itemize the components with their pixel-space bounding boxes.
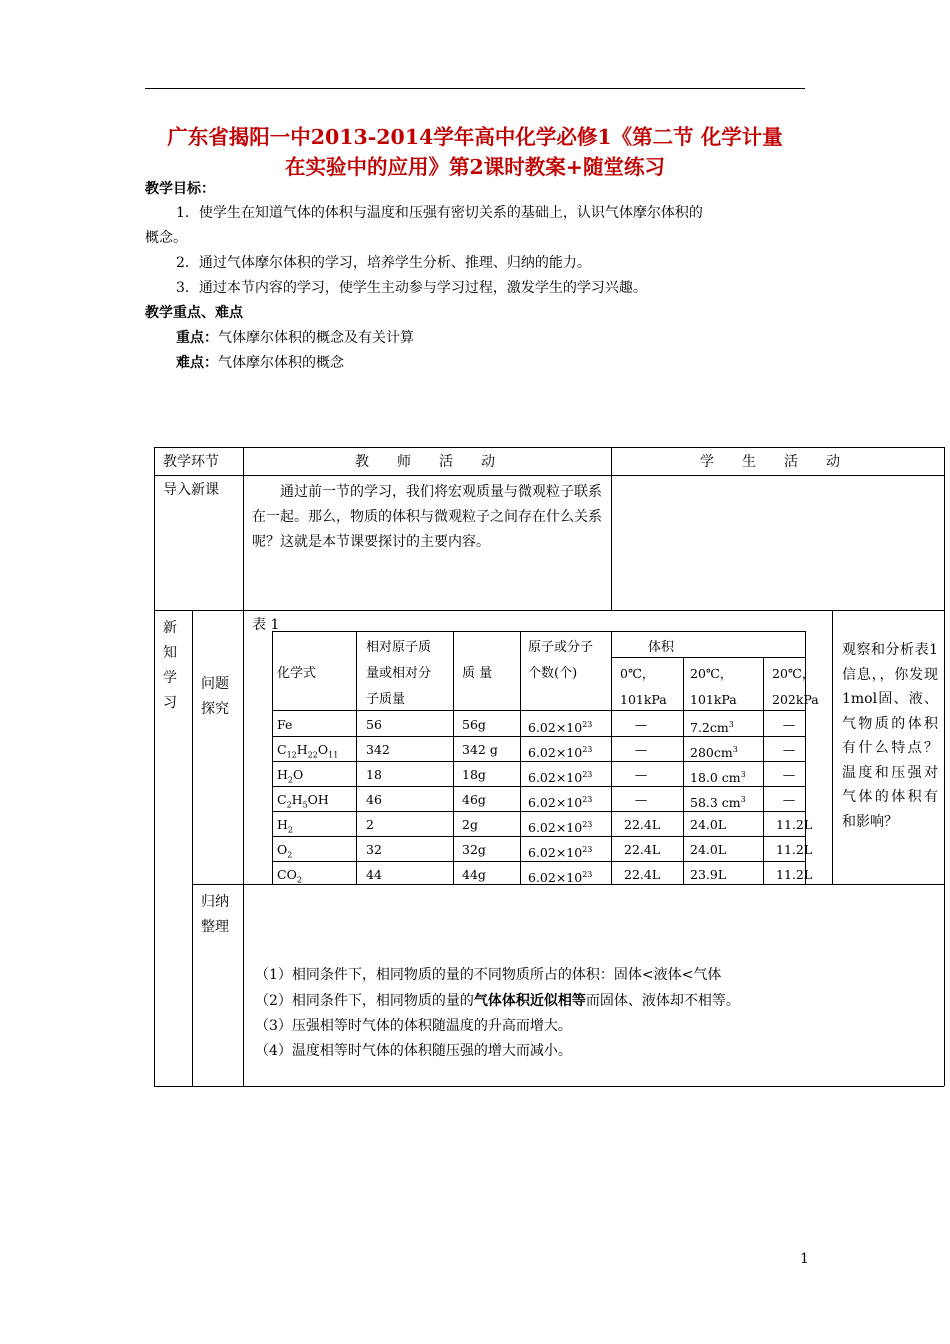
cell-volume-0c-101kpa: — xyxy=(634,792,648,807)
cell-volume-0c-101kpa: 22.4L xyxy=(624,842,661,857)
cell-volume-20c-202kpa: — xyxy=(782,742,796,757)
cell-mass: 56g xyxy=(462,717,486,732)
formula-hydrogen: $H_2$ xyxy=(277,817,293,835)
summary-substage: 归纳整理 xyxy=(201,894,229,935)
cell-volume-20c-202kpa: 11.2L xyxy=(776,817,813,832)
table-question-divider xyxy=(832,610,833,884)
summary-emphasis: 气体体积近似相等 xyxy=(473,993,586,1009)
cell-volume-20c-202kpa: 11.2L xyxy=(776,867,813,882)
table-substage-divider xyxy=(192,610,193,1086)
table-stage-divider xyxy=(243,447,244,1086)
cell-mass: 342 g xyxy=(462,742,498,757)
cell-mass: 32g xyxy=(462,842,486,857)
cell-mass: 46g xyxy=(462,792,486,807)
th-relmass-3: 子质量 xyxy=(366,692,406,707)
objective-2: 2．通过气体摩尔体积的学习，培养学生分析、推理、归纳的能力。 xyxy=(176,255,591,271)
th-count-2: 个数(个) xyxy=(528,666,578,681)
th-volume: 体积 xyxy=(648,640,675,655)
inquiry-substage: 问题探究 xyxy=(201,676,229,717)
th-relmass-2: 量或相对分 xyxy=(366,666,432,681)
data-col-line xyxy=(763,657,764,884)
data-col-line xyxy=(520,631,521,884)
table-intro-rule xyxy=(154,610,944,611)
summary-line-3: （3）压强相等时气体的体积随温度的升高而增大。 xyxy=(255,1018,572,1034)
th-mass: 质 量 xyxy=(462,666,493,681)
cell-particle-count: $6.02\times 10^{23}$ xyxy=(528,720,593,736)
summary-line-4: （4）温度相等时气体的体积随压强的增大而减小。 xyxy=(255,1043,572,1059)
data-table-top xyxy=(272,631,805,632)
intro-text: 通过前一节的学习，我们将宏观质量与微观粒子联系在一起。那么，物质的体积与微观粒子之间存在什么关系呢？这就是本节课要探讨的主要内容。 xyxy=(252,484,602,550)
cell-volume-0c-101kpa: 22.4L xyxy=(624,867,661,882)
cell-volume-20c-101kpa: 24.0L xyxy=(690,842,727,857)
data-col-line xyxy=(272,631,273,884)
cell-volume-0c-101kpa: — xyxy=(634,742,648,757)
header-teacher: 教 师 活 动 xyxy=(355,454,495,470)
cell-relative-mass: 56 xyxy=(366,717,382,732)
cell-volume-0c-101kpa: — xyxy=(634,717,648,732)
th-cond2-temp: 20℃， xyxy=(690,666,733,681)
cell-volume-20c-101kpa: 58.3 $cm^3$ xyxy=(690,795,746,811)
difficulty-text: 气体摩尔体积的概念 xyxy=(218,355,344,371)
formula-water: $H_2O$ xyxy=(277,767,304,785)
table-border-top xyxy=(154,447,944,448)
th-cond3-temp: 20℃， xyxy=(772,666,815,681)
data-col-line xyxy=(356,631,357,884)
cell-volume-0c-101kpa: 22.4L xyxy=(624,817,661,832)
cell-volume-20c-101kpa: 24.0L xyxy=(690,817,727,832)
table-border-bottom xyxy=(154,1086,944,1087)
cell-volume-20c-101kpa: 23.9L xyxy=(690,867,727,882)
th-cond1-pressure: 101kPa xyxy=(620,692,667,707)
formula-ethanol: $C_2H_5OH$ xyxy=(277,792,329,810)
summary-line-1: （1）相同条件下，相同物质的量的不同物质所占的体积：固体<液体<气体 xyxy=(255,967,722,983)
cell-mass: 44g xyxy=(462,867,486,882)
cell-volume-20c-101kpa: $280cm^3$ xyxy=(690,745,738,761)
cell-relative-mass: 342 xyxy=(366,742,390,757)
cell-volume-20c-202kpa: — xyxy=(782,792,796,807)
objectives-heading: 教学目标： xyxy=(145,181,215,197)
cell-volume-20c-202kpa: — xyxy=(782,717,796,732)
th-formula: 化学式 xyxy=(277,666,317,681)
cell-particle-count: $6.02\times 10^{23}$ xyxy=(528,870,593,886)
focus-text: 气体摩尔体积的概念及有关计算 xyxy=(218,330,414,346)
objective-1: 1．使学生在知道气体的体积与温度和压强有密切关系的基础上，认识气体摩尔体积的 xyxy=(176,205,703,221)
volume-subheader-rule xyxy=(611,657,805,658)
cell-relative-mass: 44 xyxy=(366,867,382,882)
intro-stage: 导入新课 xyxy=(163,482,219,498)
new-learning-stage: 新知学习 xyxy=(163,620,177,711)
formula-fe: Fe xyxy=(277,717,293,732)
summary-line-2: （2）相同条件下，相同物质的量的气体体积近似相等而固体、液体却不相等。 xyxy=(255,993,740,1009)
cell-mass: 2g xyxy=(462,817,478,832)
header-rule xyxy=(145,88,805,89)
th-count-1: 原子或分子 xyxy=(528,640,594,655)
header-stage: 教学环节 xyxy=(163,454,219,470)
th-cond1-temp: 0℃， xyxy=(620,666,655,681)
cell-relative-mass: 46 xyxy=(366,792,382,807)
formula-co2: $CO_2$ xyxy=(277,867,302,885)
table-border-right xyxy=(944,447,945,1086)
cell-particle-count: $6.02\times 10^{23}$ xyxy=(528,820,593,836)
student-question: 观察和分析表1信息，，你发现1mol固、液、气物质的体积有什么特点？温度和压强对气体的体积有和影响？ xyxy=(842,642,938,830)
table-teacher-student-divider xyxy=(611,447,612,610)
th-relmass-1: 相对原子质 xyxy=(366,640,432,655)
cell-volume-20c-202kpa: — xyxy=(782,767,796,782)
cell-volume-20c-101kpa: $7.2cm^3$ xyxy=(690,720,734,736)
cell-particle-count: $6.02\times 10^{23}$ xyxy=(528,745,593,761)
objective-3: 3．通过本节内容的学习，使学生主动参与学习过程，激发学生的学习兴趣。 xyxy=(176,280,647,296)
header-student: 学 生 活 动 xyxy=(700,454,840,470)
formula-oxygen: $O_2$ xyxy=(277,842,293,860)
th-cond3-pressure: 202kPa xyxy=(772,692,819,707)
table-header-rule xyxy=(154,475,944,476)
data-header-rule xyxy=(272,710,805,711)
focus-label: 重点： xyxy=(176,330,218,346)
document-title-line2: 在实验中的应用》第2课时教案+随堂练习 xyxy=(285,155,665,179)
focus-line xyxy=(176,329,414,347)
cell-volume-20c-202kpa: 11.2L xyxy=(776,842,813,857)
cell-particle-count: $6.02\times 10^{23}$ xyxy=(528,770,593,786)
cell-volume-0c-101kpa: — xyxy=(634,767,648,782)
cell-mass: 18g xyxy=(462,767,486,782)
difficulty-label: 难点： xyxy=(176,355,218,371)
data-col-line xyxy=(453,631,454,884)
data-col-line xyxy=(683,657,684,884)
formula-sucrose: $C_{12}H_{22}O_{11}$ xyxy=(277,742,339,760)
cell-relative-mass: 2 xyxy=(366,817,374,832)
th-cond2-pressure: 101kPa xyxy=(690,692,737,707)
cell-relative-mass: 18 xyxy=(366,767,382,782)
difficulty-line xyxy=(176,354,344,372)
cell-particle-count: $6.02\times 10^{23}$ xyxy=(528,845,593,861)
cell-volume-20c-101kpa: 18.0 $cm^3$ xyxy=(690,770,746,786)
objective-1-cont: 概念。 xyxy=(145,230,187,246)
keypoints-heading: 教学重点、难点 xyxy=(145,305,243,321)
page-number: 1 xyxy=(800,1251,809,1267)
cell-particle-count: $6.02\times 10^{23}$ xyxy=(528,795,593,811)
table-border-left xyxy=(154,447,155,1086)
document-title-line1: 广东省揭阳一中2013-2014学年高中化学必修1《第二节 化学计量 xyxy=(167,125,783,149)
table1-label: 表 1 xyxy=(252,617,280,633)
cell-relative-mass: 32 xyxy=(366,842,382,857)
